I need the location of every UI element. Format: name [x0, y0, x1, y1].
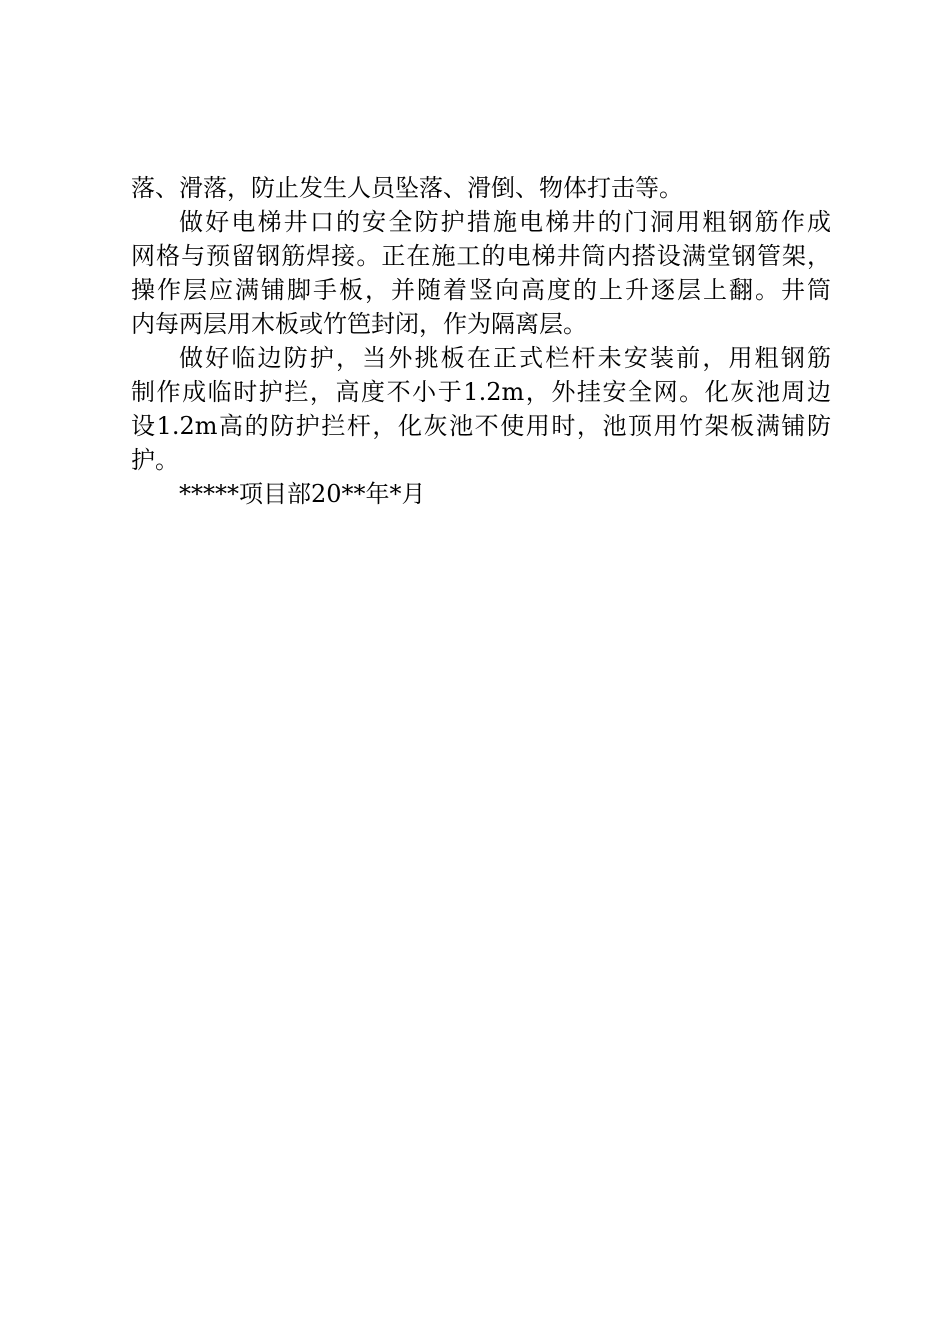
document-body [131, 171, 831, 511]
paragraph-3-line-4: 护。 [131, 446, 179, 474]
paragraph-3-line-2: 制作成临时护拦，高度不小于1.2m，外挂安全网。化灰池周边 [131, 378, 831, 406]
paragraph-2-line-2: 网格与预留钢筋焊接。正在施工的电梯井筒内搭设满堂钢管架， [131, 242, 831, 270]
signature-line: *****项目部20**年*月 [179, 480, 426, 508]
paragraph-3-line-1: 做好临边防护，当外挑板在正式栏杆未安装前，用粗钢筋 [179, 344, 831, 372]
paragraph-2-line-3: 操作层应满铺脚手板，并随着竖向高度的上升逐层上翻。井筒 [131, 276, 831, 304]
paragraph-2-line-4: 内每两层用木板或竹笆封闭，作为隔离层。 [131, 310, 587, 338]
paragraph-3-line-3: 设1.2m高的防护拦杆，化灰池不使用时，池顶用竹架板满铺防 [131, 412, 831, 440]
paragraph-1-line-1: 落、滑落，防止发生人员坠落、滑倒、物体打击等。 [131, 174, 683, 202]
paragraph-2-line-1: 做好电梯井口的安全防护措施电梯井的门洞用粗钢筋作成 [179, 208, 831, 236]
